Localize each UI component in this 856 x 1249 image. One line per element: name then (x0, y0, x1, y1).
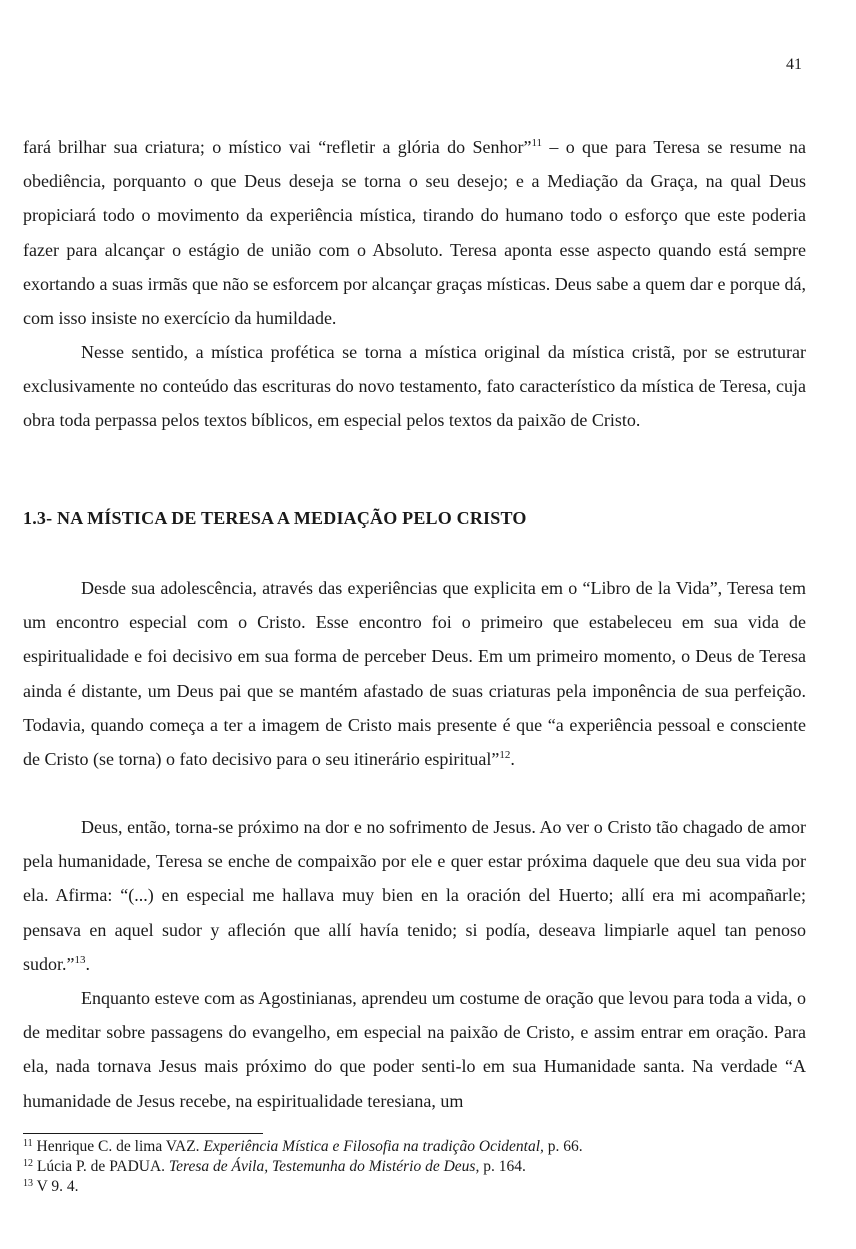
footnotes (23, 1137, 803, 1197)
paragraph-5: Enquanto esteve com as Agostinianas, aprendeu um costume de oração que levou para toda a vida, o de meditar sobre passagens do evangelho, em especial na paixão de Cristo, e assim entrar em oração. Para ela, nada tornava Jesus mais próximo do que poder senti-lo em sua Humanidade santa. Na verdade “A humanidade de Jesus recebe, na espiritualidade teresiana, um (23, 988, 806, 1111)
paragraph-1-text-a: fará brilhar sua criatura; o místico vai “refletir a glória do Senhor” (23, 137, 532, 157)
footnote-ref-13: 13 (74, 953, 86, 966)
footnote-author: Lúcia P. de PADUA. (36, 1158, 166, 1175)
paragraph-1 (23, 130, 806, 335)
footnote-number: 11 (23, 1138, 33, 1149)
paragraph-4-text: Deus, então, torna-se próximo na dor e no sofrimento de Jesus. Ao ver o Cristo tão chagado de amor pela humanidade, Teresa se enche de compaixão por ele e quer estar próxima daquele que deu sua vida por ela. Afirma: “(...) en especial me hallava muy bien en la oración del Huerto; allí era mi acompañarle; pensava en aquel sudor y afleción que allí havía tenido; si podía, deseava limpiarle aquel tan penoso sudor.” (23, 817, 806, 974)
footnote-ref-12: 12 (499, 749, 511, 762)
footnote-page: p. 66. (543, 1138, 583, 1155)
paragraph-4-end: . (85, 953, 90, 974)
section-heading: 1.3- NA MÍSTICA DE TERESA A MEDIAÇÃO PELO CRISTO (23, 508, 527, 528)
footnote-page: p. 164. (479, 1158, 526, 1175)
footnote-separator (23, 1133, 263, 1134)
footnote-number: 13 (23, 1178, 33, 1189)
footnote-11 (23, 1137, 803, 1157)
footnote-ref-11: 11 (531, 137, 543, 149)
paragraph-1-text-b: – o que para Teresa se resume na obediência, porquanto o que Deus deseja se torna o seu desejo; e a Mediação da Graça, na qual Deus propiciará todo o movimento da experiência mística, tirando do humano todo o esforço que este poderia fazer para alcançar o estágio de união com o Absoluto. Teresa aponta esse aspecto quando está sempre exortando a suas irmãs que não se esforcem por alcançar graças místicas. Deus sabe a quem dar e porque dá, com isso insiste no exercício da humildade. (23, 137, 806, 329)
footnote-13 (23, 1177, 803, 1197)
paragraph-3-end: . (510, 749, 515, 770)
page-number: 41 (786, 56, 802, 73)
footnote-author: V 9. 4. (36, 1178, 79, 1195)
paragraph-3-text: Desde sua adolescência, através das experiências que explicita em o “Libro de la Vida”, Teresa tem um encontro especial com o Cristo. Esse encontro foi o primeiro que estabeleceu em sua vida de espiritualidade e foi decisivo em sua forma de perceber Deus. Em um primeiro momento, o Deus de Teresa ainda é distante, um Deus pai que se mantém afastado de suas criaturas pela imponência de sua perfeição. Todavia, quando começa a ter a imagem de Cristo mais presente é que “a experiência pessoal e consciente de Cristo (se torna) o fato decisivo para o seu itinerário espiritual” (23, 578, 806, 770)
paragraph-2: Nesse sentido, a mística profética se torna a mística original da mística cristã, por se estruturar exclusivamente no conteúdo das escrituras do novo testamento, fato característico da mística de Teresa, cuja obra toda perpassa pelos textos bíblicos, em especial pelos textos da paixão de Cristo. (23, 342, 806, 431)
footnote-title: Experiência Mística e Filosofia na tradição Ocidental, (203, 1138, 544, 1155)
footnote-author: Henrique C. de lima VAZ. (36, 1138, 200, 1155)
paragraph-3 (23, 571, 806, 776)
paragraph-4 (23, 810, 806, 981)
footnote-title: Teresa de Ávila, Testemunha do Mistério de Deus, (168, 1158, 480, 1175)
footnote-number: 12 (23, 1158, 33, 1169)
footnote-12 (23, 1157, 803, 1177)
